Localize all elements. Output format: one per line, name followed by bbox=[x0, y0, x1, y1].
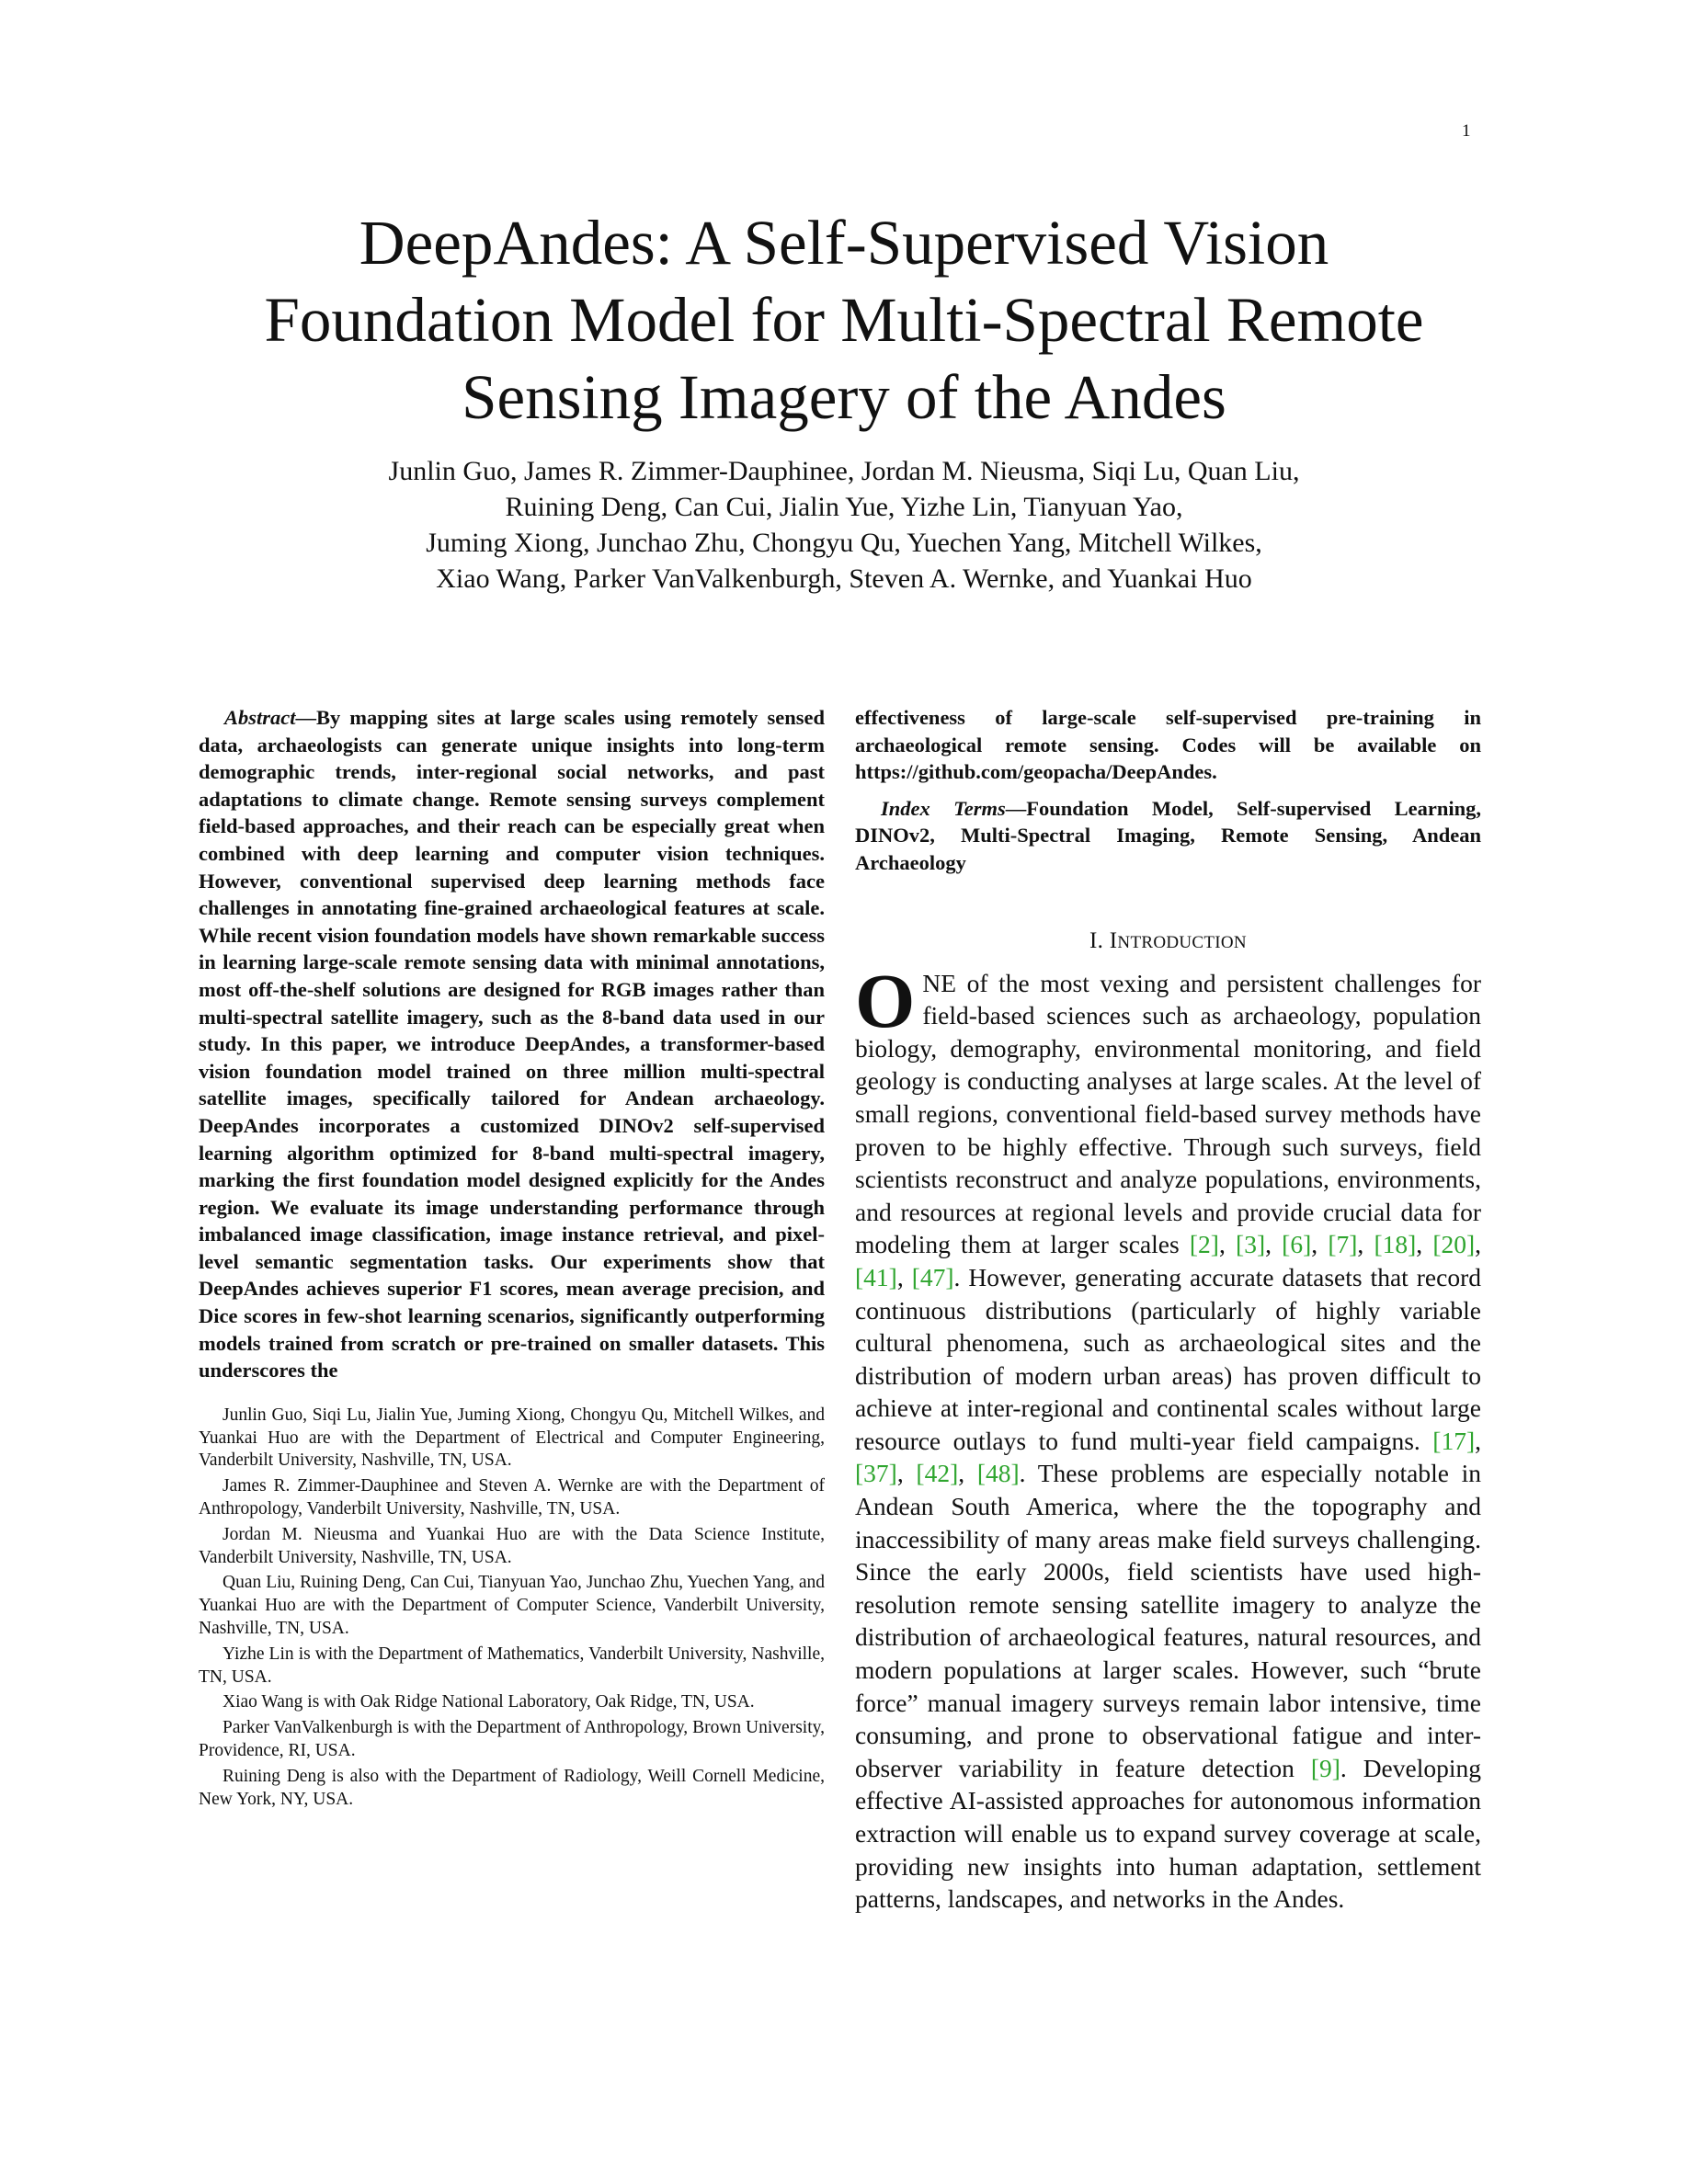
title-line: Sensing Imagery of the Andes bbox=[462, 362, 1226, 432]
intro-text: NE of the most vexing and persistent challenges for field-based sciences such as archaeology, population biology, demography, environmental monitoring, and field geology is conducting analyses at large scales. At the level of small regions, conventional field-based survey methods have proven to be highly effective. Through such surveys, field scientists reconstruct and analyze populations, environments, and resources at regional levels and provide crucial data for modeling them at larger scales bbox=[855, 968, 1481, 1259]
citation-link[interactable]: [9] bbox=[1310, 1753, 1340, 1782]
abstract-heading: Abstract bbox=[224, 706, 296, 729]
author-list bbox=[184, 453, 1504, 597]
arxiv-side-stamp bbox=[7, 570, 127, 1544]
citation-link[interactable]: [6] bbox=[1282, 1230, 1312, 1259]
separator: , bbox=[1218, 1230, 1237, 1259]
intro-text: . Developing effective AI-assisted approaches for autonomous information extraction will enable us to expand survey coverage at scale, providing new insights into human adaptation, settlement patterns, landscapes, and networks in the Andes. bbox=[855, 1753, 1481, 1914]
affiliation-footnotes bbox=[199, 1405, 825, 1812]
author-line: Juming Xiong, Junchao Zhu, Chongyu Qu, Yuechen Yang, Mitchell Wilkes, bbox=[426, 528, 1262, 558]
footnote: Jordan M. Nieusma and Yuankai Huo are with the Data Science Institute, Vanderbilt University, Nashville, TN, USA. bbox=[199, 1524, 825, 1567]
separator: , bbox=[1416, 1230, 1433, 1259]
footnote: Ruining Deng is also with the Department of Radiology, Weill Cornell Medicine, New York, NY, USA. bbox=[199, 1766, 825, 1809]
citation-link[interactable]: [18] bbox=[1374, 1230, 1417, 1259]
left-column bbox=[199, 704, 825, 1814]
abstract-continued: effectiveness of large-scale self-supervised pre-training in archaeological remote sensing. Codes will be available on https://github.com/geopacha/DeepAndes. bbox=[855, 706, 1481, 784]
footnote: Quan Liu, Ruining Deng, Can Cui, Tianyuan Yao, Junchao Zhu, Yuechen Yang, and Yuankai Huo are with the Department of Computer Science, Vanderbilt University, Nashville, TN, USA. bbox=[199, 1573, 825, 1639]
index-terms-heading: Index Terms bbox=[881, 796, 1006, 820]
footnote: Yizhe Lin is with the Department of Mathematics, Vanderbilt University, Nashville, TN, USA. bbox=[199, 1644, 825, 1687]
paper-title bbox=[184, 204, 1504, 436]
footnote: James R. Zimmer-Dauphinee and Steven A. Wernke are with the Department of Anthropology, Vanderbilt University, Nashville, TN, USA. bbox=[199, 1476, 825, 1519]
abstract bbox=[199, 704, 825, 1384]
citation-link[interactable]: [41] bbox=[855, 1262, 897, 1291]
separator: , bbox=[896, 1459, 917, 1488]
abstract-body: —By mapping sites at large scales using remotely sensed data, archaeologists can generate unique insights into long-term demographic trends, inter-regional social networks, and past adaptations to climate change. Remote sensing surveys complement field-based approaches, and their reach can be especially great when combined with deep learning and computer vision techniques. However, conventional supervised deep learning methods face challenges in annotating fine-grained archaeological features at scale. While recent vision foundation models have shown remarkable success in learning large-scale remote sensing data with minimal annotations, most off-the-shelf solutions are designed for RGB images rather than multi-spectral satellite imagery, such as the 8-band data used in our study. In this paper, we introduce DeepAndes, a transformer-based vision foundation model trained on three million multi-spectral satellite images, specifically tailored for Andean archaeology. DeepAndes incorporates a customized DINOv2 self-supervised learning algorithm optimized for 8-band multi-spectral imagery, marking the first foundation model designed explicitly for the Andes region. We evaluate its image understanding performance through imbalanced image classification, image instance retrieval, and pixel-level semantic segmentation tasks. Our experiments show that DeepAndes achieves superior F1 scores, mean average precision, and Dice scores in few-shot learning scenarios, significantly outperforming models trained from scratch or pre-trained on smaller datasets. This underscores the bbox=[199, 706, 825, 1382]
citation-link[interactable]: [37] bbox=[855, 1459, 897, 1488]
index-terms-body: —Foundation Model, Self-supervised Learning, DINOv2, Multi-Spectral Imaging, Remote Sensing, Andean Archaeology bbox=[855, 796, 1482, 874]
separator: , bbox=[1311, 1230, 1329, 1259]
right-column bbox=[855, 704, 1481, 1916]
separator: , bbox=[1475, 1426, 1481, 1455]
citation-link[interactable]: [47] bbox=[911, 1262, 954, 1291]
footnote: Junlin Guo, Siqi Lu, Jialin Yue, Juming Xiong, Chongyu Qu, Mitchell Wilkes, and Yuankai Huo are with the Department of Electrical and Computer Engineering, Vanderbilt University, Nashville, TN, USA. bbox=[199, 1405, 825, 1471]
section-heading-introduction bbox=[855, 928, 1481, 954]
section-title-initial: I bbox=[1109, 927, 1118, 953]
separator: , bbox=[896, 1262, 912, 1291]
separator: , bbox=[1475, 1230, 1482, 1259]
page-number: 1 bbox=[1462, 121, 1471, 141]
drop-cap: O bbox=[855, 958, 916, 1044]
section-title-rest: NTRODUCTION bbox=[1117, 932, 1247, 952]
footnote: Parker VanValkenburgh is with the Department of Anthropology, Brown University, Providence, RI, USA. bbox=[199, 1718, 825, 1760]
intro-text: . However, generating accurate datasets that record continuous distributions (particularly of highly variable cultural phenomena, such as archaeological sites and the distribution of modern urban areas) has proven difficult to achieve at inter-regional and continental scales without large resource outlays to fund multi-year field campaigns. bbox=[855, 1262, 1481, 1455]
citation-link[interactable]: [17] bbox=[1432, 1426, 1476, 1455]
section-numeral: I. bbox=[1089, 927, 1110, 953]
citation-link[interactable]: [2] bbox=[1189, 1230, 1219, 1259]
intro-text: . These problems are especially notable in Andean South America, where the the topography and inaccessibility of many areas make field surveys challenging. Since the early 2000s, field scientists have used high-resolution remote sensing satellite imagery to analyze the distribution of archaeological features, natural resources, and modern populations at larger scales. However, such “brute force” manual imagery surveys remain labor intensive, time consuming, and prone to observational fatigue and inter-observer variability in feature detection bbox=[855, 1459, 1482, 1782]
footnote: Xiao Wang is with Oak Ridge National Laboratory, Oak Ridge, TN, USA. bbox=[222, 1692, 755, 1712]
author-line: Junlin Guo, James R. Zimmer-Dauphinee, Jordan M. Nieusma, Siqi Lu, Quan Liu, bbox=[388, 456, 1300, 486]
separator: , bbox=[1357, 1230, 1374, 1259]
author-line: Xiao Wang, Parker VanValkenburgh, Steven A. Wernke, and Yuankai Huo bbox=[436, 563, 1252, 594]
citation-link[interactable]: [42] bbox=[916, 1459, 959, 1488]
introduction-paragraph bbox=[855, 958, 1482, 1916]
separator: , bbox=[1265, 1230, 1283, 1259]
citation-link[interactable]: [20] bbox=[1432, 1230, 1476, 1259]
title-line: DeepAndes: A Self-Supervised Vision bbox=[359, 208, 1329, 278]
citation-link[interactable]: [3] bbox=[1236, 1230, 1266, 1259]
citation-link[interactable]: [48] bbox=[976, 1459, 1020, 1488]
index-terms bbox=[855, 795, 1481, 877]
title-line: Foundation Model for Multi-Spectral Remote bbox=[264, 285, 1424, 355]
author-line: Ruining Deng, Can Cui, Jialin Yue, Yizhe Lin, Tianyuan Yao, bbox=[505, 492, 1183, 522]
separator: , bbox=[958, 1459, 977, 1488]
citation-link[interactable]: [7] bbox=[1328, 1230, 1358, 1259]
